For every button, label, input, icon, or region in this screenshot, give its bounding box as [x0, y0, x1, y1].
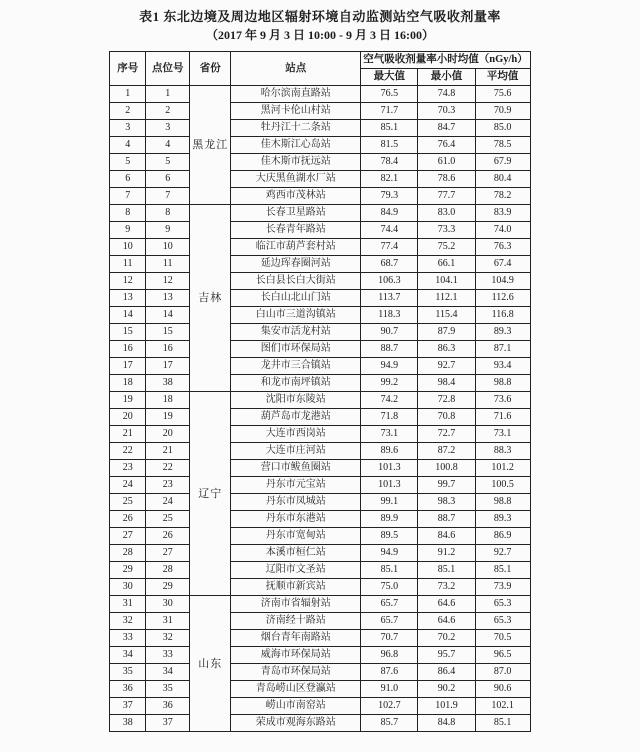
index-cell: 29 — [110, 562, 146, 579]
point-cell: 35 — [146, 681, 190, 698]
avg-cell: 74.0 — [475, 222, 530, 239]
max-cell: 94.9 — [361, 545, 418, 562]
min-cell: 73.3 — [418, 222, 475, 239]
station-cell: 白山市三道沟镇站 — [231, 307, 361, 324]
point-cell: 34 — [146, 664, 190, 681]
max-cell: 85.1 — [361, 562, 418, 579]
max-cell: 91.0 — [361, 681, 418, 698]
index-cell: 11 — [110, 256, 146, 273]
avg-cell: 87.1 — [475, 341, 530, 358]
min-cell: 98.3 — [418, 494, 475, 511]
point-cell: 36 — [146, 698, 190, 715]
min-cell: 87.9 — [418, 324, 475, 341]
max-cell: 74.4 — [361, 222, 418, 239]
min-cell: 66.1 — [418, 256, 475, 273]
min-cell: 61.0 — [418, 154, 475, 171]
index-cell: 27 — [110, 528, 146, 545]
min-cell: 92.7 — [418, 358, 475, 375]
table-header — [110, 52, 531, 86]
station-cell: 佳木斯市抚远站 — [231, 154, 361, 171]
station-cell: 大庆黑鱼湖水厂站 — [231, 171, 361, 188]
avg-cell: 85.0 — [475, 120, 530, 137]
max-cell: 99.1 — [361, 494, 418, 511]
avg-cell: 89.3 — [475, 324, 530, 341]
point-cell: 13 — [146, 290, 190, 307]
point-cell: 12 — [146, 273, 190, 290]
station-cell: 丹东市东港站 — [231, 511, 361, 528]
max-cell: 79.3 — [361, 188, 418, 205]
col-header-avg: 平均值 — [475, 69, 530, 86]
table-title: 表1 东北边境及周边地区辐射环境自动监测站空气吸收剂量率 — [139, 9, 501, 24]
index-cell: 38 — [110, 715, 146, 732]
index-cell: 36 — [110, 681, 146, 698]
station-cell: 牡丹江十二条站 — [231, 120, 361, 137]
point-cell: 31 — [146, 613, 190, 630]
table-row — [110, 477, 531, 494]
max-cell: 76.5 — [361, 86, 418, 103]
index-cell: 33 — [110, 630, 146, 647]
avg-cell: 86.9 — [475, 528, 530, 545]
station-cell: 青岛市环保局站 — [231, 664, 361, 681]
min-cell: 98.4 — [418, 375, 475, 392]
max-cell: 89.9 — [361, 511, 418, 528]
station-cell: 和龙市南坪镇站 — [231, 375, 361, 392]
avg-cell: 78.2 — [475, 188, 530, 205]
min-cell: 95.7 — [418, 647, 475, 664]
min-cell: 70.2 — [418, 630, 475, 647]
station-cell: 哈尔滨南直路站 — [231, 86, 361, 103]
min-cell: 77.7 — [418, 188, 475, 205]
min-cell: 64.6 — [418, 596, 475, 613]
index-cell: 14 — [110, 307, 146, 324]
avg-cell: 85.1 — [475, 562, 530, 579]
max-cell: 70.7 — [361, 630, 418, 647]
table-row — [110, 698, 531, 715]
avg-cell: 98.8 — [475, 375, 530, 392]
table-row — [110, 392, 531, 409]
index-cell: 24 — [110, 477, 146, 494]
table-subtitle: （2017 年 9 月 3 日 10:00 - 9 月 3 日 16:00） — [206, 28, 434, 42]
avg-cell: 96.5 — [475, 647, 530, 664]
avg-cell: 87.0 — [475, 664, 530, 681]
avg-cell: 93.4 — [475, 358, 530, 375]
point-cell: 32 — [146, 630, 190, 647]
min-cell: 84.7 — [418, 120, 475, 137]
point-cell: 21 — [146, 443, 190, 460]
max-cell: 85.7 — [361, 715, 418, 732]
max-cell: 71.8 — [361, 409, 418, 426]
avg-cell: 76.3 — [475, 239, 530, 256]
table-row — [110, 545, 531, 562]
min-cell: 73.2 — [418, 579, 475, 596]
index-cell: 23 — [110, 460, 146, 477]
avg-cell: 73.9 — [475, 579, 530, 596]
table-row — [110, 86, 531, 103]
index-cell: 30 — [110, 579, 146, 596]
table-row — [110, 154, 531, 171]
station-cell: 佳木斯江心岛站 — [231, 137, 361, 154]
station-cell: 烟台青年南路站 — [231, 630, 361, 647]
max-cell: 118.3 — [361, 307, 418, 324]
table-row — [110, 222, 531, 239]
max-cell: 75.0 — [361, 579, 418, 596]
point-cell: 9 — [146, 222, 190, 239]
avg-cell: 73.1 — [475, 426, 530, 443]
station-cell: 长白县长白大街站 — [231, 273, 361, 290]
max-cell: 65.7 — [361, 613, 418, 630]
min-cell: 64.6 — [418, 613, 475, 630]
max-cell: 82.1 — [361, 171, 418, 188]
station-cell: 集安市活龙村站 — [231, 324, 361, 341]
point-cell: 17 — [146, 358, 190, 375]
max-cell: 71.7 — [361, 103, 418, 120]
province-cell: 黑龙江 — [190, 86, 231, 205]
point-cell: 38 — [146, 375, 190, 392]
avg-cell: 67.9 — [475, 154, 530, 171]
table-row — [110, 715, 531, 732]
max-cell: 102.7 — [361, 698, 418, 715]
index-cell: 32 — [110, 613, 146, 630]
max-cell: 106.3 — [361, 273, 418, 290]
index-cell: 2 — [110, 103, 146, 120]
index-cell: 10 — [110, 239, 146, 256]
station-cell: 济南经十路站 — [231, 613, 361, 630]
avg-cell: 70.5 — [475, 630, 530, 647]
point-cell: 25 — [146, 511, 190, 528]
point-cell: 19 — [146, 409, 190, 426]
min-cell: 78.6 — [418, 171, 475, 188]
station-cell: 丹东市元宝站 — [231, 477, 361, 494]
table-row — [110, 630, 531, 647]
min-cell: 88.7 — [418, 511, 475, 528]
min-cell: 85.1 — [418, 562, 475, 579]
point-cell: 15 — [146, 324, 190, 341]
point-cell: 6 — [146, 171, 190, 188]
station-cell: 丹东市宽甸站 — [231, 528, 361, 545]
station-cell: 黑河卡伦山村站 — [231, 103, 361, 120]
table-row — [110, 103, 531, 120]
index-cell: 19 — [110, 392, 146, 409]
index-cell: 15 — [110, 324, 146, 341]
table-row — [110, 307, 531, 324]
table-row — [110, 358, 531, 375]
point-cell: 8 — [146, 205, 190, 222]
col-header-station: 站点 — [231, 52, 361, 86]
table-row — [110, 681, 531, 698]
table-row — [110, 120, 531, 137]
station-cell: 荣成市观海东路站 — [231, 715, 361, 732]
col-header-province: 省份 — [190, 52, 231, 86]
min-cell: 70.3 — [418, 103, 475, 120]
index-cell: 3 — [110, 120, 146, 137]
col-header-dose-group: 空气吸收剂量率小时均值（nGy/h） — [361, 52, 531, 69]
min-cell: 86.3 — [418, 341, 475, 358]
avg-cell: 78.5 — [475, 137, 530, 154]
index-cell: 1 — [110, 86, 146, 103]
table-row — [110, 647, 531, 664]
point-cell: 22 — [146, 460, 190, 477]
avg-cell: 112.6 — [475, 290, 530, 307]
avg-cell: 85.1 — [475, 715, 530, 732]
avg-cell: 100.5 — [475, 477, 530, 494]
index-cell: 13 — [110, 290, 146, 307]
avg-cell: 80.4 — [475, 171, 530, 188]
table-row — [110, 171, 531, 188]
table-row — [110, 460, 531, 477]
table-row — [110, 562, 531, 579]
table-row — [110, 579, 531, 596]
col-header-index: 序号 — [110, 52, 146, 86]
table-row — [110, 375, 531, 392]
index-cell: 31 — [110, 596, 146, 613]
point-cell: 27 — [146, 545, 190, 562]
point-cell: 2 — [146, 103, 190, 120]
point-cell: 28 — [146, 562, 190, 579]
point-cell: 23 — [146, 477, 190, 494]
table-row — [110, 205, 531, 222]
station-cell: 丹东市凤城站 — [231, 494, 361, 511]
avg-cell: 104.9 — [475, 273, 530, 290]
avg-cell: 83.9 — [475, 205, 530, 222]
station-cell: 长春青年路站 — [231, 222, 361, 239]
avg-cell: 65.3 — [475, 596, 530, 613]
table-row — [110, 426, 531, 443]
index-cell: 22 — [110, 443, 146, 460]
point-cell: 7 — [146, 188, 190, 205]
max-cell: 65.7 — [361, 596, 418, 613]
min-cell: 74.8 — [418, 86, 475, 103]
avg-cell: 98.8 — [475, 494, 530, 511]
station-cell: 营口市鲅鱼圈站 — [231, 460, 361, 477]
point-cell: 29 — [146, 579, 190, 596]
table-row — [110, 273, 531, 290]
index-cell: 20 — [110, 409, 146, 426]
index-cell: 28 — [110, 545, 146, 562]
table-row — [110, 239, 531, 256]
table-row — [110, 511, 531, 528]
table-row — [110, 324, 531, 341]
max-cell: 89.6 — [361, 443, 418, 460]
max-cell: 78.4 — [361, 154, 418, 171]
max-cell: 74.2 — [361, 392, 418, 409]
index-cell: 16 — [110, 341, 146, 358]
province-cell: 辽宁 — [190, 392, 231, 596]
point-cell: 4 — [146, 137, 190, 154]
avg-cell: 89.3 — [475, 511, 530, 528]
max-cell: 94.9 — [361, 358, 418, 375]
index-cell: 7 — [110, 188, 146, 205]
table-row — [110, 528, 531, 545]
station-cell: 辽阳市文圣站 — [231, 562, 361, 579]
index-cell: 21 — [110, 426, 146, 443]
min-cell: 86.4 — [418, 664, 475, 681]
point-cell: 14 — [146, 307, 190, 324]
max-cell: 90.7 — [361, 324, 418, 341]
point-cell: 18 — [146, 392, 190, 409]
station-cell: 青岛崂山区登瀛站 — [231, 681, 361, 698]
avg-cell: 71.6 — [475, 409, 530, 426]
min-cell: 100.8 — [418, 460, 475, 477]
min-cell: 104.1 — [418, 273, 475, 290]
table-row — [110, 188, 531, 205]
min-cell: 76.4 — [418, 137, 475, 154]
table-row — [110, 596, 531, 613]
point-cell: 37 — [146, 715, 190, 732]
col-header-max: 最大值 — [361, 69, 418, 86]
station-cell: 临江市葫芦套村站 — [231, 239, 361, 256]
station-cell: 延边珲春圈河站 — [231, 256, 361, 273]
min-cell: 90.2 — [418, 681, 475, 698]
index-cell: 5 — [110, 154, 146, 171]
station-cell: 抚顺市新宾站 — [231, 579, 361, 596]
index-cell: 9 — [110, 222, 146, 239]
max-cell: 84.9 — [361, 205, 418, 222]
station-cell: 龙井市三合镇站 — [231, 358, 361, 375]
min-cell: 70.8 — [418, 409, 475, 426]
point-cell: 30 — [146, 596, 190, 613]
avg-cell: 116.8 — [475, 307, 530, 324]
max-cell: 87.6 — [361, 664, 418, 681]
station-cell: 沈阳市东陵站 — [231, 392, 361, 409]
index-cell: 26 — [110, 511, 146, 528]
table-row — [110, 494, 531, 511]
min-cell: 87.2 — [418, 443, 475, 460]
point-cell: 10 — [146, 239, 190, 256]
table-row — [110, 341, 531, 358]
index-cell: 12 — [110, 273, 146, 290]
index-cell: 25 — [110, 494, 146, 511]
avg-cell: 65.3 — [475, 613, 530, 630]
max-cell: 101.3 — [361, 460, 418, 477]
index-cell: 8 — [110, 205, 146, 222]
avg-cell: 73.6 — [475, 392, 530, 409]
min-cell: 99.7 — [418, 477, 475, 494]
min-cell: 75.2 — [418, 239, 475, 256]
station-cell: 长春卫星路站 — [231, 205, 361, 222]
table-row — [110, 443, 531, 460]
min-cell: 115.4 — [418, 307, 475, 324]
min-cell: 72.8 — [418, 392, 475, 409]
province-cell: 山东 — [190, 596, 231, 732]
max-cell: 101.3 — [361, 477, 418, 494]
max-cell: 81.5 — [361, 137, 418, 154]
table-row — [110, 256, 531, 273]
index-cell: 37 — [110, 698, 146, 715]
station-cell: 葫芦岛市龙港站 — [231, 409, 361, 426]
min-cell: 112.1 — [418, 290, 475, 307]
max-cell: 113.7 — [361, 290, 418, 307]
table-body — [110, 86, 531, 732]
max-cell: 68.7 — [361, 256, 418, 273]
col-header-min: 最小值 — [418, 69, 475, 86]
station-cell: 济南市省辐射站 — [231, 596, 361, 613]
point-cell: 3 — [146, 120, 190, 137]
province-cell: 吉林 — [190, 205, 231, 392]
point-cell: 24 — [146, 494, 190, 511]
min-cell: 83.0 — [418, 205, 475, 222]
col-header-point: 点位号 — [146, 52, 190, 86]
max-cell: 85.1 — [361, 120, 418, 137]
point-cell: 26 — [146, 528, 190, 545]
max-cell: 89.5 — [361, 528, 418, 545]
index-cell: 18 — [110, 375, 146, 392]
avg-cell: 67.4 — [475, 256, 530, 273]
point-cell: 5 — [146, 154, 190, 171]
max-cell: 88.7 — [361, 341, 418, 358]
index-cell: 4 — [110, 137, 146, 154]
avg-cell: 70.9 — [475, 103, 530, 120]
station-cell: 鸡西市茂林站 — [231, 188, 361, 205]
table-row — [110, 290, 531, 307]
min-cell: 101.9 — [418, 698, 475, 715]
max-cell: 77.4 — [361, 239, 418, 256]
min-cell: 84.8 — [418, 715, 475, 732]
point-cell: 20 — [146, 426, 190, 443]
avg-cell: 92.7 — [475, 545, 530, 562]
min-cell: 91.2 — [418, 545, 475, 562]
point-cell: 1 — [146, 86, 190, 103]
point-cell: 33 — [146, 647, 190, 664]
table-row — [110, 409, 531, 426]
station-cell: 大连市庄河站 — [231, 443, 361, 460]
station-cell: 图们市环保局站 — [231, 341, 361, 358]
avg-cell: 102.1 — [475, 698, 530, 715]
index-cell: 35 — [110, 664, 146, 681]
min-cell: 84.6 — [418, 528, 475, 545]
avg-cell: 75.6 — [475, 86, 530, 103]
avg-cell: 90.6 — [475, 681, 530, 698]
station-cell: 长白山北山门站 — [231, 290, 361, 307]
station-cell: 本溪市桓仁站 — [231, 545, 361, 562]
dose-rate-table — [109, 51, 531, 732]
avg-cell: 101.2 — [475, 460, 530, 477]
point-cell: 16 — [146, 341, 190, 358]
table-row — [110, 613, 531, 630]
max-cell: 73.1 — [361, 426, 418, 443]
station-cell: 威海市环保局站 — [231, 647, 361, 664]
table-row — [110, 137, 531, 154]
index-cell: 34 — [110, 647, 146, 664]
index-cell: 6 — [110, 171, 146, 188]
table-row — [110, 664, 531, 681]
station-cell: 崂山市南窑站 — [231, 698, 361, 715]
station-cell: 大连市西岗站 — [231, 426, 361, 443]
index-cell: 17 — [110, 358, 146, 375]
min-cell: 72.7 — [418, 426, 475, 443]
max-cell: 99.2 — [361, 375, 418, 392]
max-cell: 96.8 — [361, 647, 418, 664]
point-cell: 11 — [146, 256, 190, 273]
avg-cell: 88.3 — [475, 443, 530, 460]
